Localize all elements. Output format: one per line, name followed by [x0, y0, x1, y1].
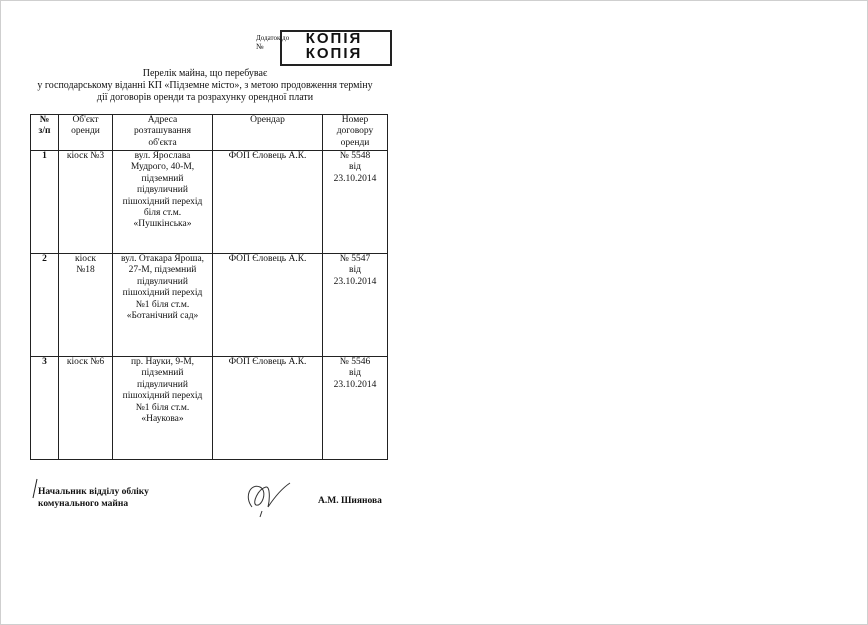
header-line: з/п — [38, 126, 51, 137]
header-tenant — [213, 115, 323, 151]
contract-cell — [323, 357, 388, 460]
title-line: Перелік майна, що перебуває — [142, 68, 268, 79]
table-row — [31, 151, 388, 254]
header-line: об'єкта — [148, 137, 177, 148]
row-number: 2 — [31, 254, 59, 357]
header-num — [31, 115, 59, 151]
address-cell — [113, 357, 213, 460]
title-line: дії договорів оренди та розрахунку орендної плати — [96, 92, 314, 103]
contract-cell — [323, 151, 388, 254]
address-cell — [113, 254, 213, 357]
header-line: Об'єкт — [72, 115, 99, 125]
address-line: підвуличний — [137, 185, 188, 196]
address-line: «Пушкінська» — [133, 219, 192, 230]
row-number: 3 — [31, 357, 59, 460]
contract-line: від — [349, 162, 361, 173]
header-line: Адреса — [147, 115, 178, 125]
header-line: № — [39, 115, 50, 125]
tenant-cell: ФОП Єловець А.К. — [213, 357, 323, 460]
header-address — [113, 115, 213, 151]
stamp-word: КОПІЯ — [305, 45, 363, 62]
address-line: підвуличний — [137, 276, 188, 287]
address-line: підземний — [141, 173, 184, 184]
number-label: № — [256, 42, 264, 51]
contract-line: 23.10.2014 — [333, 379, 377, 390]
address-line: підземний — [141, 368, 184, 379]
address-line: Мудрого, 40-М, — [130, 162, 195, 173]
contract-cell — [323, 254, 388, 357]
header-line: договору — [336, 126, 374, 137]
title-line: у господарському віданні КП «Підземне місто», з метою продовження терміну — [37, 80, 373, 91]
contract-line: № 5547 — [339, 254, 371, 264]
address-line: пр. Науки, 9-М, — [130, 357, 195, 367]
row-number: 1 — [31, 151, 59, 254]
address-line: вул. Ярослава — [134, 151, 191, 161]
stamp-word: КОПІЯ — [305, 30, 363, 47]
contract-line: від — [349, 265, 361, 276]
contract-line: 23.10.2014 — [333, 276, 377, 287]
table-header-row — [31, 115, 388, 151]
address-line: пішохідний перехід — [122, 288, 203, 299]
header-line: розташування — [134, 126, 191, 137]
header-line: Номер — [341, 115, 369, 125]
address-line: пішохідний перехід — [122, 196, 203, 207]
address-line: №1 біля ст.м. — [135, 402, 190, 413]
signatory-title-line: Начальник відділу обліку — [38, 487, 149, 497]
document-title — [30, 68, 380, 104]
property-table — [30, 114, 388, 460]
address-cell — [113, 151, 213, 254]
contract-line: 23.10.2014 — [333, 173, 377, 184]
copy-stamp — [280, 30, 390, 64]
address-line: «Ботанічний сад» — [126, 311, 199, 322]
header-object — [59, 115, 113, 151]
addendum-label: Додаток до — [256, 34, 290, 42]
contract-line: від — [349, 368, 361, 379]
contract-line: № 5548 — [339, 151, 371, 161]
object-cell — [59, 151, 113, 254]
table-row — [31, 254, 388, 357]
object-cell — [59, 357, 113, 460]
tenant-cell: ФОП Єловець А.К. — [213, 151, 323, 254]
header-line: Орендар — [250, 115, 285, 125]
contract-line: № 5546 — [339, 357, 371, 367]
address-line: біля ст.м. — [143, 208, 182, 219]
address-line: вул. Отакара Яроша, — [120, 254, 205, 264]
address-line: пішохідний перехід — [122, 391, 203, 402]
table-row — [31, 357, 388, 460]
handwritten-signature — [240, 477, 300, 519]
address-line: «Наукова» — [141, 414, 184, 425]
object-line: кіоск №3 — [66, 151, 105, 161]
signatory-title — [38, 486, 149, 510]
object-line: №18 — [76, 265, 95, 276]
header-line: оренди — [340, 137, 370, 148]
address-line: підвуличний — [137, 379, 188, 390]
tenant-cell: ФОП Єловець А.К. — [213, 254, 323, 357]
object-line: кіоск — [74, 254, 97, 264]
object-line: кіоск №6 — [66, 357, 105, 367]
signatory-name: А.М. Шиянова — [318, 496, 382, 506]
header-contract — [323, 115, 388, 151]
address-line: 27-М, підземний — [128, 265, 197, 276]
header-line: оренди — [71, 126, 100, 137]
signatory-title-line: комунального майна — [38, 499, 129, 509]
address-line: №1 біля ст.м. — [135, 299, 190, 310]
object-cell — [59, 254, 113, 357]
